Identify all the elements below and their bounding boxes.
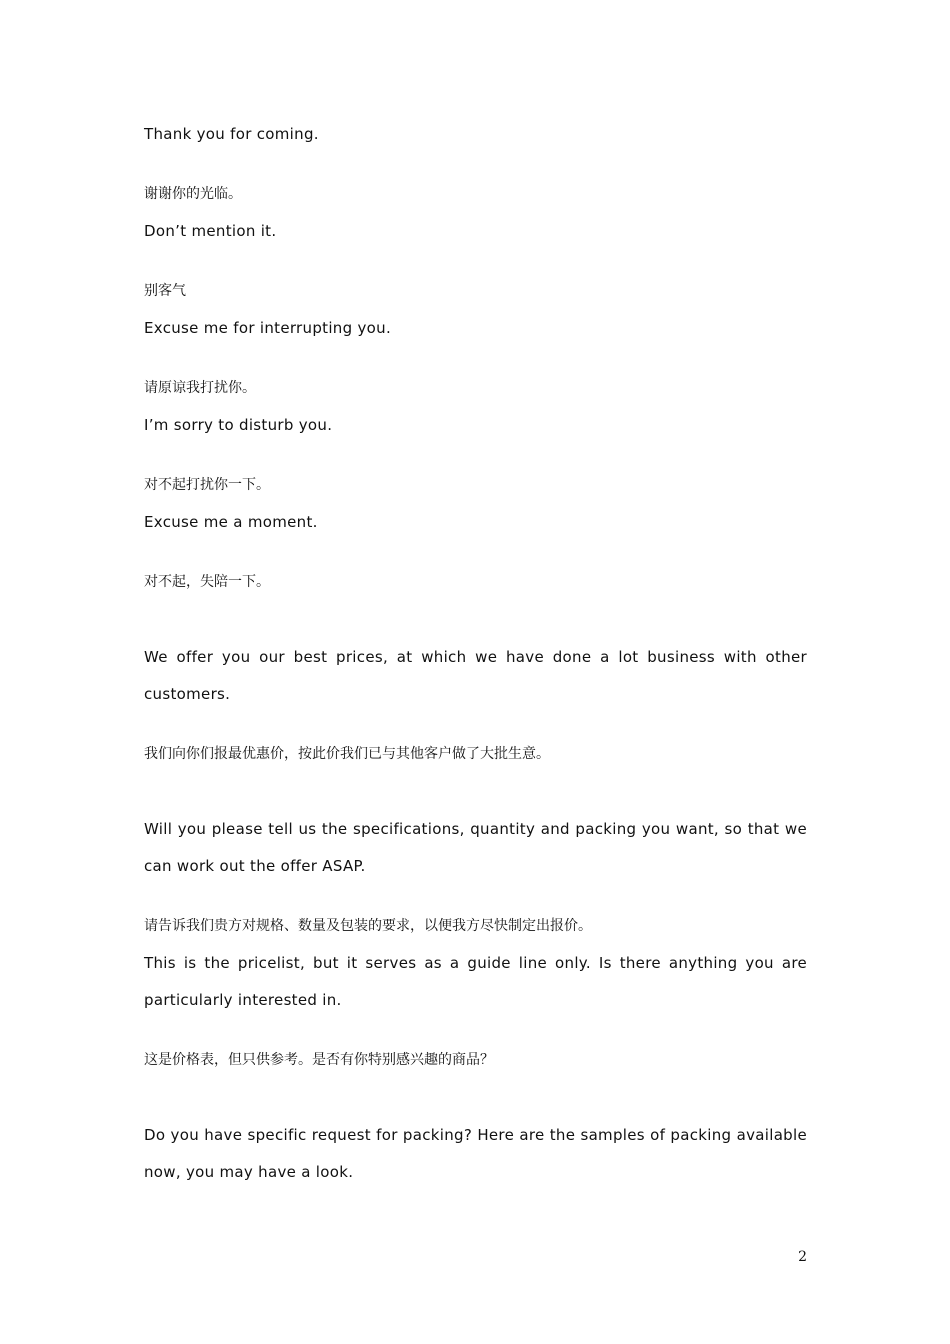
text-line-zh: 对不起打扰你一下。 [144, 477, 270, 493]
text-line-en: Thank you for coming. [144, 125, 319, 143]
page-number: 2 [798, 1249, 807, 1265]
text-line-en: Do you have specific request for packing? Here are the samples of packing available [144, 1126, 807, 1144]
text-line-zh: 请原谅我打扰你。 [144, 380, 256, 396]
text-line-zh: 谢谢你的光临。 [144, 186, 242, 202]
text-line-en: I’m sorry to disturb you. [144, 416, 333, 434]
text-line-en: Excuse me for interrupting you. [144, 319, 392, 337]
text-line-en: Don’t mention it. [144, 222, 277, 240]
text-line-zh: 请告诉我们贵方对规格、数量及包装的要求，以便我方尽快制定出报价。 [144, 918, 592, 934]
text-line-zh: 我们向你们报最优惠价，按此价我们已与其他客户做了大批生意。 [144, 746, 550, 762]
text-line-en: Will you please tell us the specifications, quantity and packing you want, so that we [144, 820, 807, 838]
text-line-en: customers. [144, 685, 231, 703]
text-line-zh: 别客气 [144, 283, 186, 299]
text-line-en: Excuse me a moment. [144, 513, 318, 531]
text-line-en: particularly interested in. [144, 991, 342, 1009]
text-line-en: now, you may have a look. [144, 1163, 354, 1181]
text-line-en: We offer you our best prices, at which we have done a lot business with other [144, 648, 807, 666]
text-line-en: can work out the offer ASAP. [144, 857, 366, 875]
text-line-en: This is the pricelist, but it serves as a guide line only. Is there anything you are [144, 954, 807, 972]
text-line-zh: 对不起，失陪一下。 [144, 574, 270, 590]
text-line-zh: 这是价格表，但只供参考。是否有你特别感兴趣的商品？ [144, 1052, 494, 1068]
